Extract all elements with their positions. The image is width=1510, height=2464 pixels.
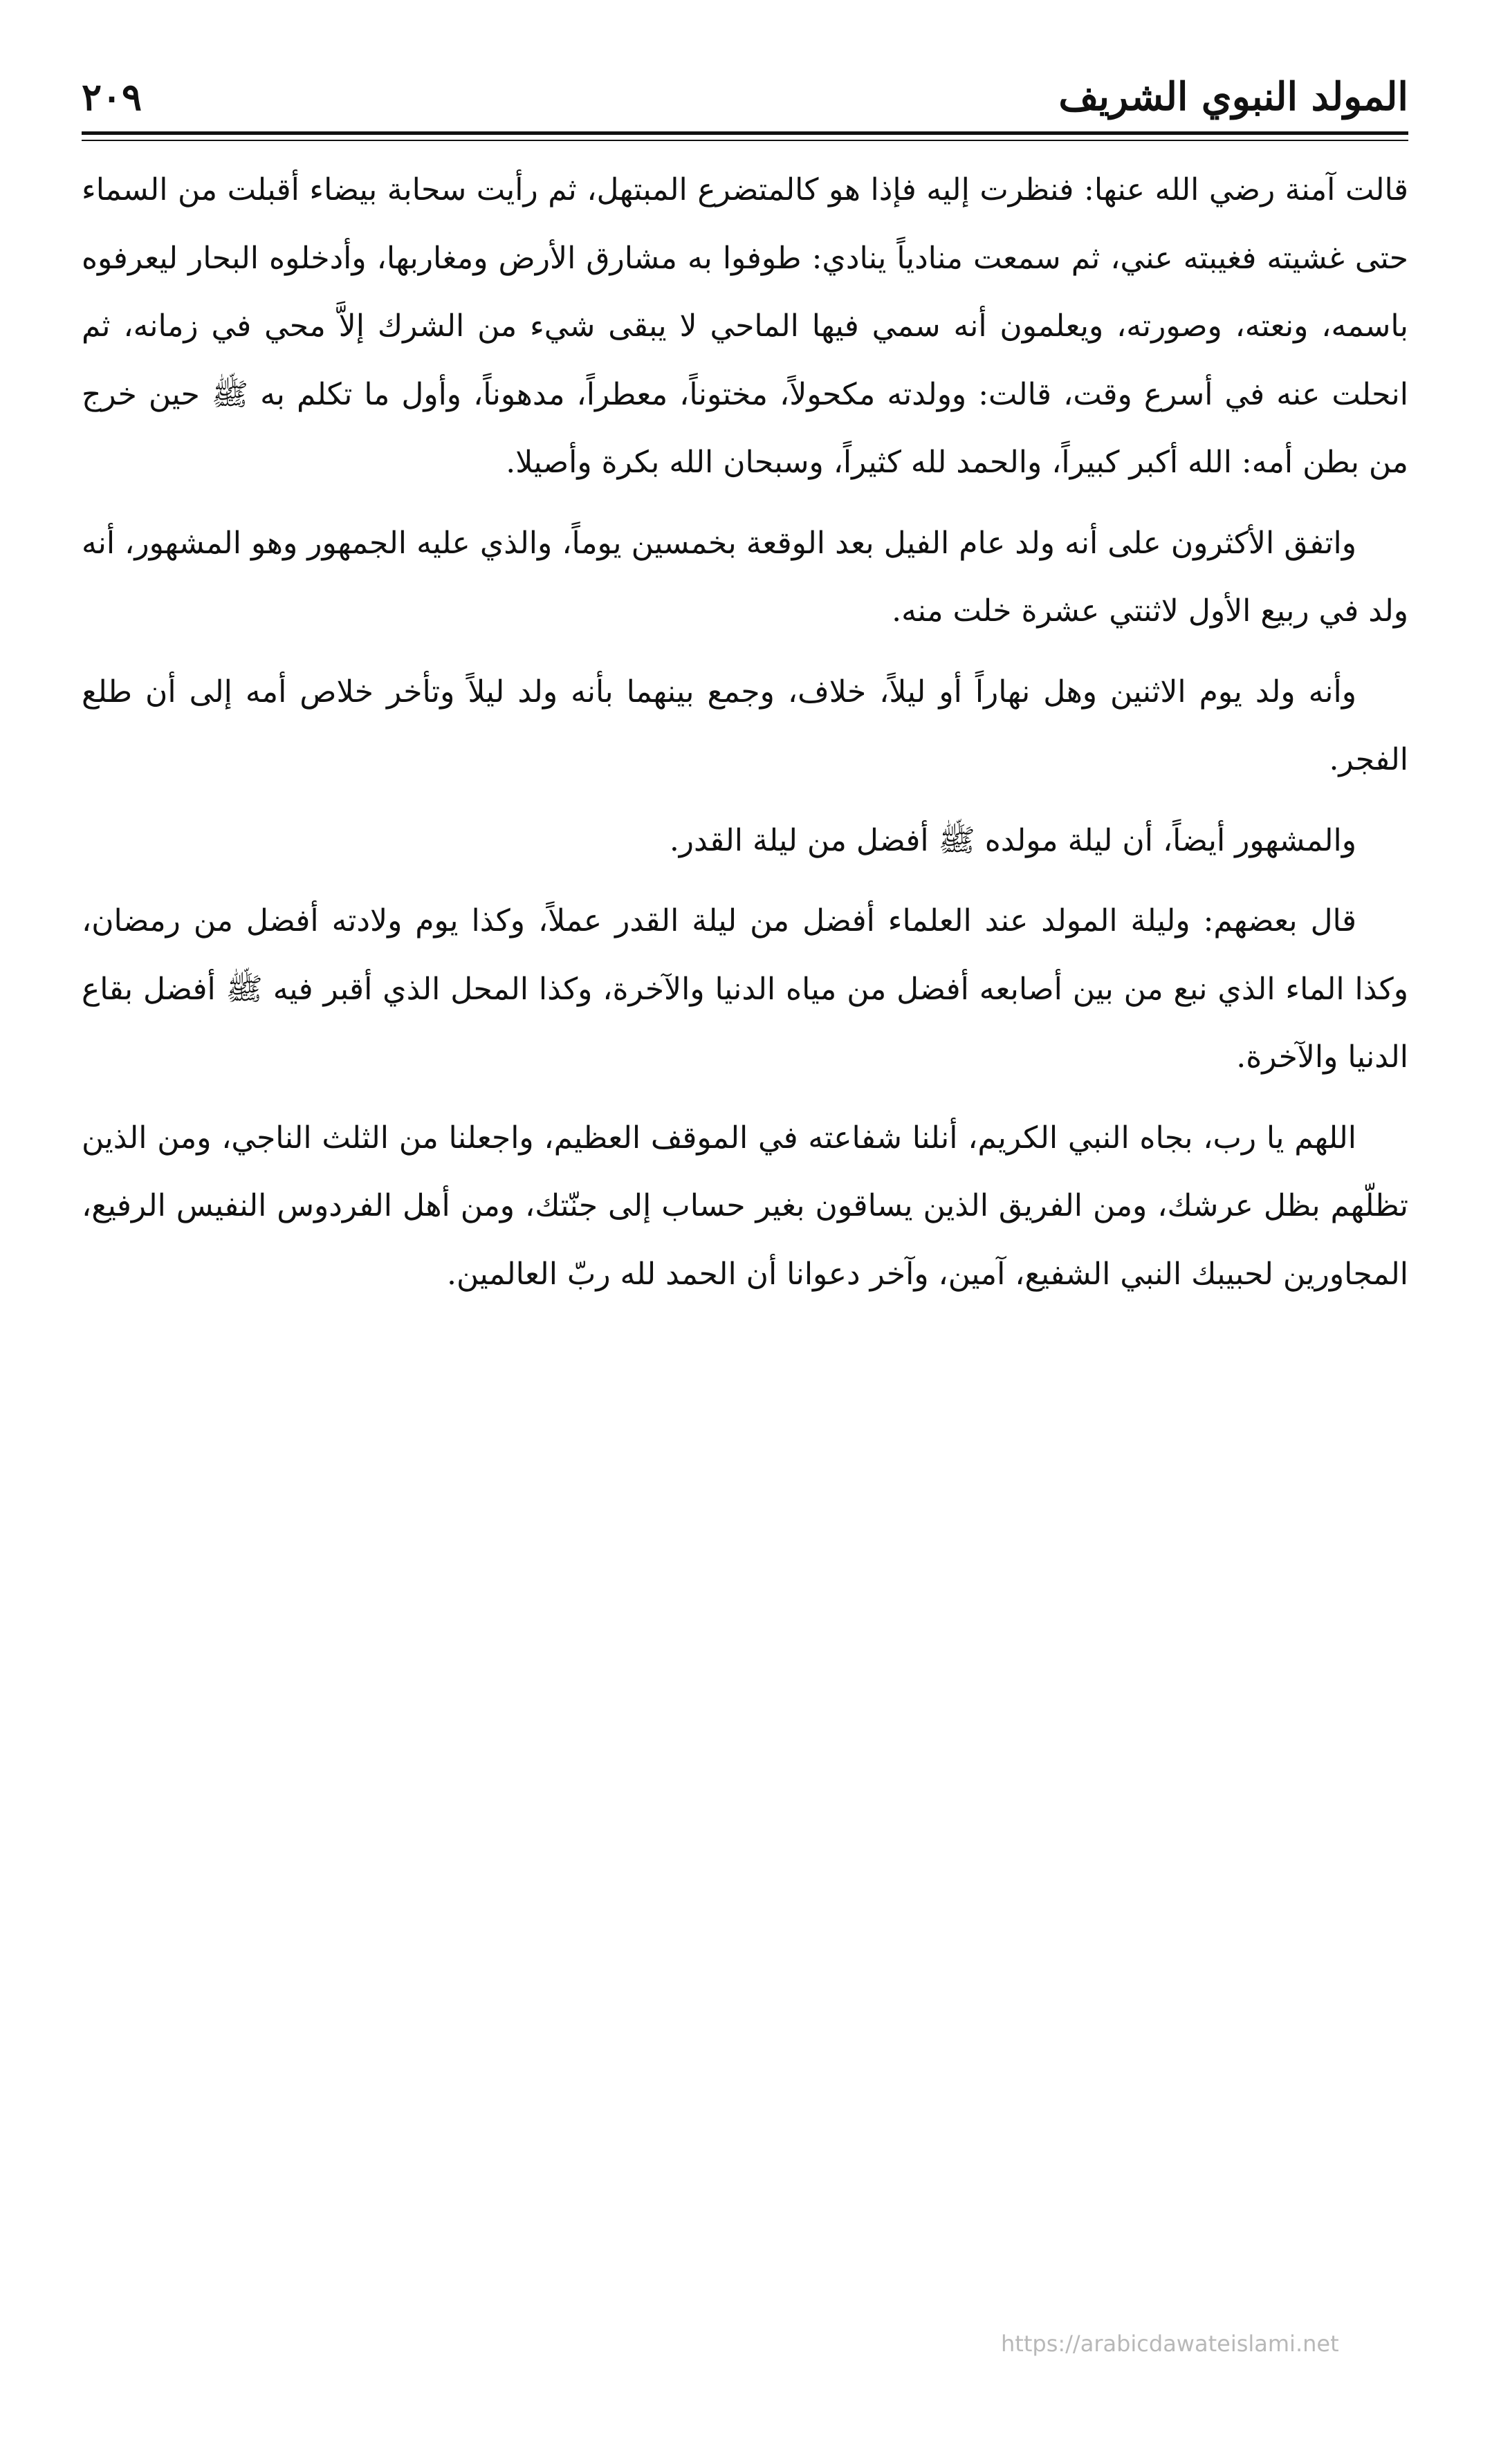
header-rule-thick	[82, 131, 1408, 135]
paragraph-year-of-birth: واتفق الأكثرون على أنه ولد عام الفيل بعد الوقعة بخمسين يوماً، والذي عليه الجمهور وهو المشهور، أنه ولد في ربيع الأول لاثنتي عشرة خلت منه.	[82, 525, 1408, 629]
paragraph-day-of-birth: وأنه ولد يوم الاثنين وهل نهاراً أو ليلاً، خلاف، وجمع بينهما بأنه ولد ليلاً وتأخر خلاص أمه إلى أن طلع الفجر.	[82, 674, 1408, 777]
site-watermark: https://arabicdawateislami.net	[1001, 2331, 1339, 2357]
page-header	[82, 69, 1408, 124]
body-text	[82, 156, 1408, 1321]
paragraph-scholars-opinion: قال بعضهم: وليلة المولد عند العلماء أفضل من ليلة القدر عملاً، وكذا يوم ولادته أفضل من رمضان، وكذا الماء الذي نبع من بين أصابعه أفضل من مياه الدنيا والآخرة، وكذا المحل الذي أقبر فيه ﷺ أفضل بقاع الدنيا والآخرة.	[82, 903, 1408, 1075]
running-title: المولد النبوي الشريف	[1058, 74, 1408, 120]
paragraph-supplication: اللهم يا رب، بجاه النبي الكريم، أنلنا شفاعته في الموقف العظيم، واجعلنا من الثلث الناجي، ومن الذين تظلّهم بظل عرشك، ومن الفريق الذين يساقون بغير حساب إلى جنّتك، ومن أهل الفردوس النفيس الرفيع، المجاورين لحبيبك النبي الشفيع، آمين، وآخر دعوانا أن الحمد لله ربّ العالمين.	[82, 1120, 1408, 1292]
page-number: ٢٠٩	[82, 75, 142, 119]
header-rule-thin	[82, 140, 1408, 141]
paragraph-night-of-birth: والمشهور أيضاً، أن ليلة مولده ﷺ أفضل من ليلة القدر.	[669, 822, 1356, 858]
paragraph-amina-account: قالت آمنة رضي الله عنها: فنظرت إليه فإذا هو كالمتضرع المبتهل، ثم رأيت سحابة بيضاء أقبلت من السماء حتى غشيته فغيبته عني، ثم سمعت منادياً ينادي: طوفوا به مشارق الأرض ومغاربها، وأدخلوه البحار ليعرفوه باسمه، ونعته، وصورته، ويعلمون أنه سمي فيها الماحي لا يبقى شيء من الشرك إلاَّ محي في زمانه، ثم انحلت عنه في أسرع وقت، قالت: وولدته مكحولاً، مختوناً، معطراً، مدهوناً، وأول ما تكلم به ﷺ حين خرج من بطن أمه: الله أكبر كبيراً، والحمد لله كثيراً، وسبحان الله بكرة وأصيلا.	[82, 172, 1409, 480]
